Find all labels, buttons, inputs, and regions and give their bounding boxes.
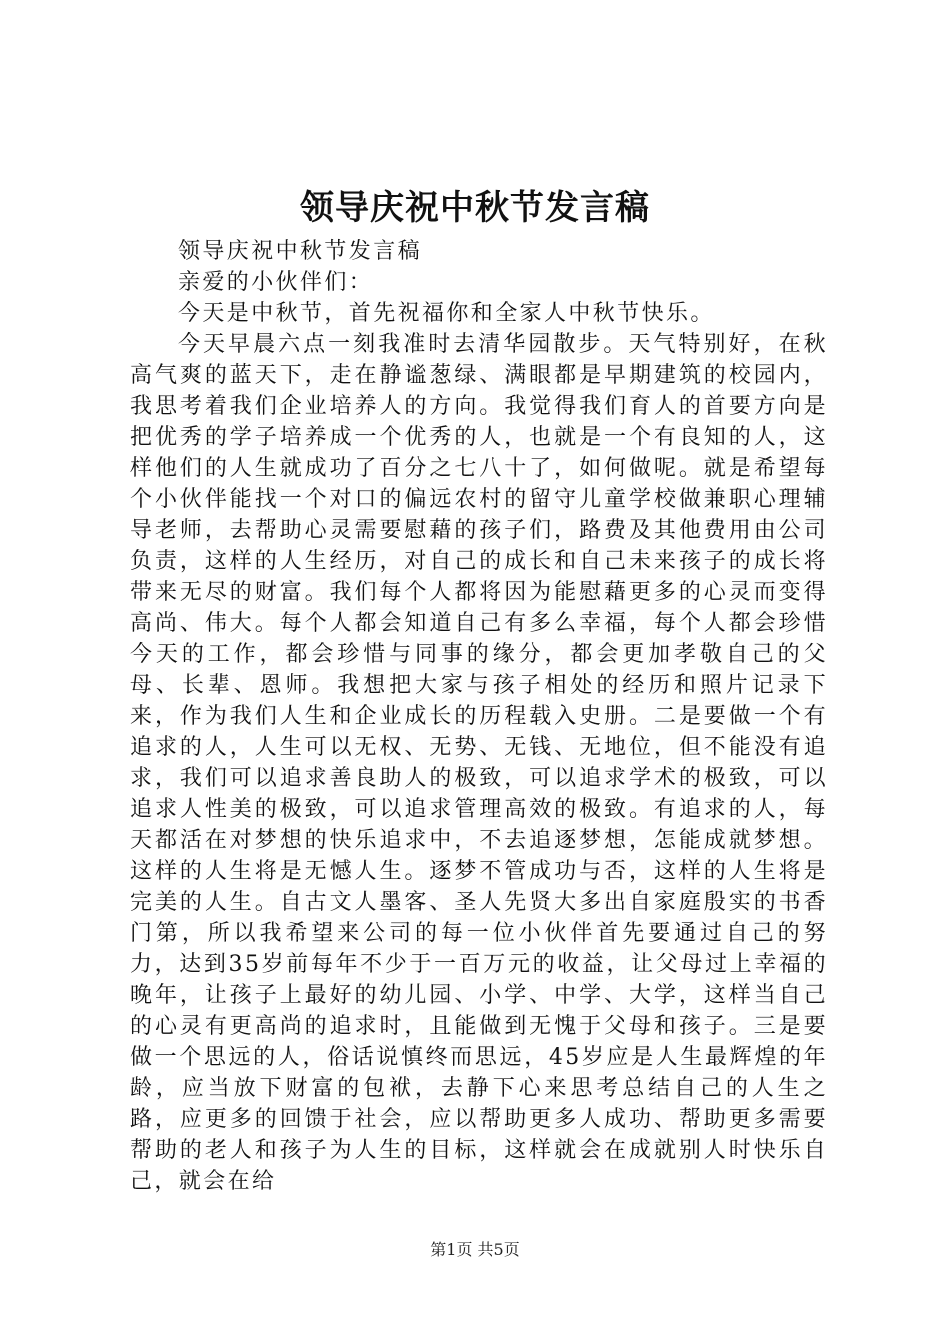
paragraph-heading-repeat: 领导庆祝中秋节发言稿	[178, 239, 423, 264]
page-footer: 第1页 共5页	[430, 1240, 520, 1259]
paragraph-main: 今天早晨六点一刻我准时去清华园散步。天气特别好，在秋高气爽的蓝天下，走在静谧葱绿、满眼都是早期建筑的校园内，我思考着我们企业培养人的方向。我觉得我们育人的首要方向是把优秀的学子培养成一个优秀的人，也就是一个有良知的人，这样他们的人生就成功了百分之七八十了，如何做呢。就是希望每个小伙伴能找一个对口的偏远农村的留守儿童学校做兼职心理辅导老师，去帮助心灵需要慰藉的孩子们，路费及其他费用由公司负责，这样的人生经历，对自己的成长和自己未来孩子的成长将带来无尽的财富。我们每个人都将因为能慰藉更多的心灵而变得高尚、伟大。每个人都会知道自己有多么幸福，每个人都会珍惜今天的工作，都会珍惜与同事的缘分，都会更加孝敬自己的父母、长辈、恩师。我想把大家与孩子相处的经历和照片记录下来，作为我们人生和企业成长的历程载入史册。二是要做一个有追求的人，人生可以无权、无势、无钱、无地位，但不能没有追求，我们可以追求善良助人的极致，可以追求学术的极致，可以追求人性美的极致，可以追求管理高效的极致。有追求的人，每天都活在对梦想的快乐追求中，不去追逐梦想，怎能成就梦想。这样的人生将是无憾人生。逐梦不管成功与否，这样的人生将是完美的人生。自古文人墨客、圣人先贤大多出自家庭殷实的书香门第，所以我希望来公司的每一位小伙伴首先要通过自己的努力，达到35岁前每年不少于一百万元的收益，让父母过上幸福的晚年，让孩子上最好的幼儿园、小学、中学、大学，这样当自己的心灵有更高尚的追求时，且能做到无愧于父母和孩子。三是要做一个思远的人，俗话说慎终而思远，45岁应是人生最辉煌的年龄，应当放下财富的包袱，去静下心来思考总结自己的人生之路，应更多的回馈于社会，应以帮助更多人成功、帮助更多需要帮助的老人和孩子为人生的目标，这样就会在成就别人时快乐自己，就会在给	[130, 332, 828, 1194]
document-title: 领导庆祝中秋节发言稿	[300, 188, 650, 228]
paragraph-greeting: 今天是中秋节，首先祝福你和全家人中秋节快乐。	[178, 301, 715, 326]
paragraph-salutation: 亲爱的小伙伴们：	[178, 270, 374, 295]
document-body	[130, 236, 828, 1197]
